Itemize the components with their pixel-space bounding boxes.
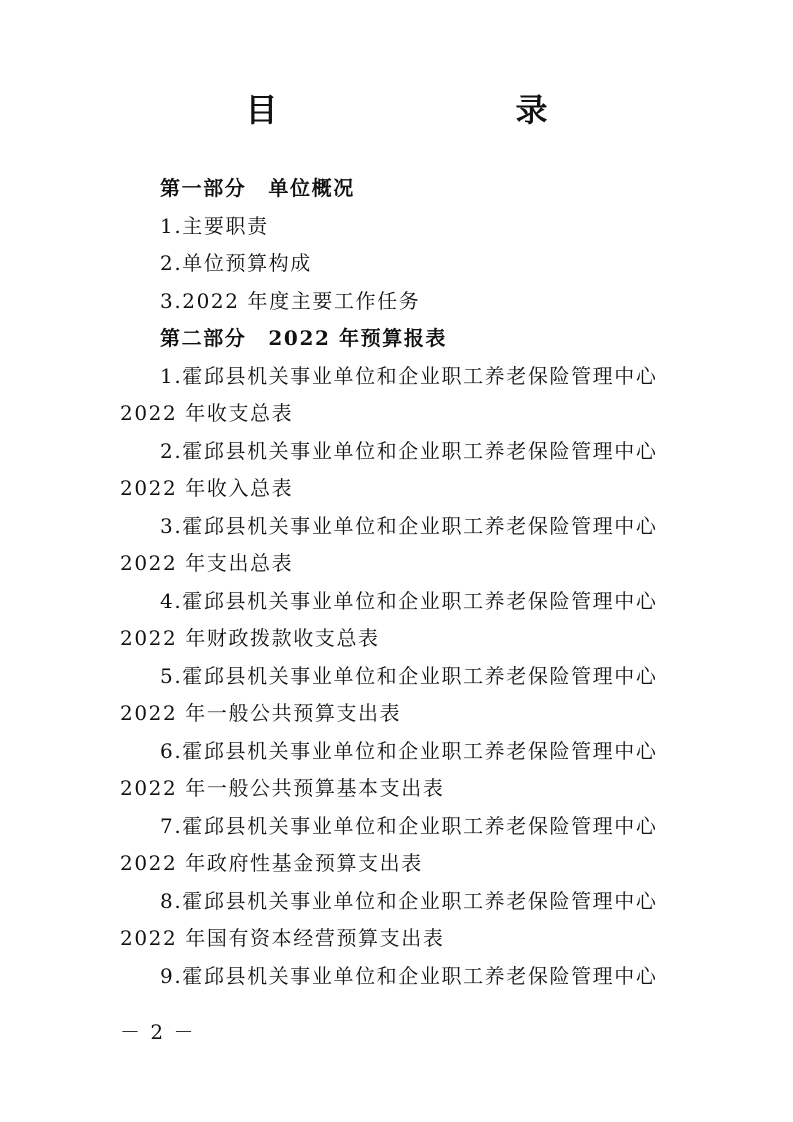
toc-item-line-2: 2022 年一般公共预算基本支出表: [120, 776, 445, 800]
section-heading-part-2[interactable]: [120, 320, 660, 358]
toc-item[interactable]: 1.主要职责: [160, 213, 269, 238]
toc-item-line-2: 2022 年财政拨款收支总表: [120, 626, 380, 650]
toc-item[interactable]: 2.单位预算构成: [160, 251, 312, 275]
toc-item-line-1: 6.霍邱县机关事业单位和企业职工养老保险管理中心: [160, 738, 658, 763]
toc-entry-6[interactable]: [120, 733, 660, 808]
toc-item-line-1: 5.霍邱县机关事业单位和企业职工养老保险管理中心: [160, 663, 658, 688]
toc-item-line-1: 4.霍邱县机关事业单位和企业职工养老保险管理中心: [160, 588, 658, 613]
toc-item-line-1: 8.霍邱县机关事业单位和企业职工养老保险管理中心: [160, 888, 658, 913]
section-heading-title: 单位概况: [268, 176, 355, 200]
toc-item-line-1: 7.霍邱县机关事业单位和企业职工养老保险管理中心: [160, 813, 658, 838]
toc-item-line-2: 2022 年国有资本经营预算支出表: [120, 926, 445, 950]
section-heading-part-label: 第一部分: [160, 176, 247, 200]
toc-item-line-1: 1.霍邱县机关事业单位和企业职工养老保险管理中心: [160, 363, 658, 388]
toc-item[interactable]: 3.2022 年度主要工作任务: [160, 288, 421, 313]
toc-entry-9[interactable]: [120, 958, 660, 996]
toc-item-line-2: 2022 年支出总表: [120, 551, 294, 575]
toc-item-line-1: 3.霍邱县机关事业单位和企业职工养老保险管理中心: [160, 513, 658, 538]
toc-item-line-1: 9.霍邱县机关事业单位和企业职工养老保险管理中心: [160, 963, 658, 988]
toc-entry-8[interactable]: [120, 883, 660, 958]
toc-entry-3[interactable]: [120, 508, 660, 583]
toc-entry-7[interactable]: [120, 808, 660, 883]
toc-entry-4[interactable]: [120, 583, 660, 658]
toc-item-line-2: 2022 年收支总表: [120, 401, 294, 425]
section-heading-part-1[interactable]: [120, 170, 660, 208]
page-title: 目 录: [245, 91, 606, 129]
section-heading-part-label: 第二部分: [160, 326, 247, 350]
toc-entry-5[interactable]: [120, 658, 660, 733]
toc-item-line-2: 2022 年收入总表: [120, 476, 294, 500]
table-of-contents: [120, 170, 660, 995]
toc-entry-1[interactable]: [120, 358, 660, 433]
page-number: － 2 －: [120, 1020, 196, 1044]
section-heading-title: 2022 年预算报表: [268, 326, 448, 350]
toc-item-line-2: 2022 年政府性基金预算支出表: [120, 851, 423, 875]
toc-item-line-1: 2.霍邱县机关事业单位和企业职工养老保险管理中心: [160, 438, 658, 463]
toc-entry-2[interactable]: [120, 433, 660, 508]
toc-item-line-2: 2022 年一般公共预算支出表: [120, 701, 402, 725]
